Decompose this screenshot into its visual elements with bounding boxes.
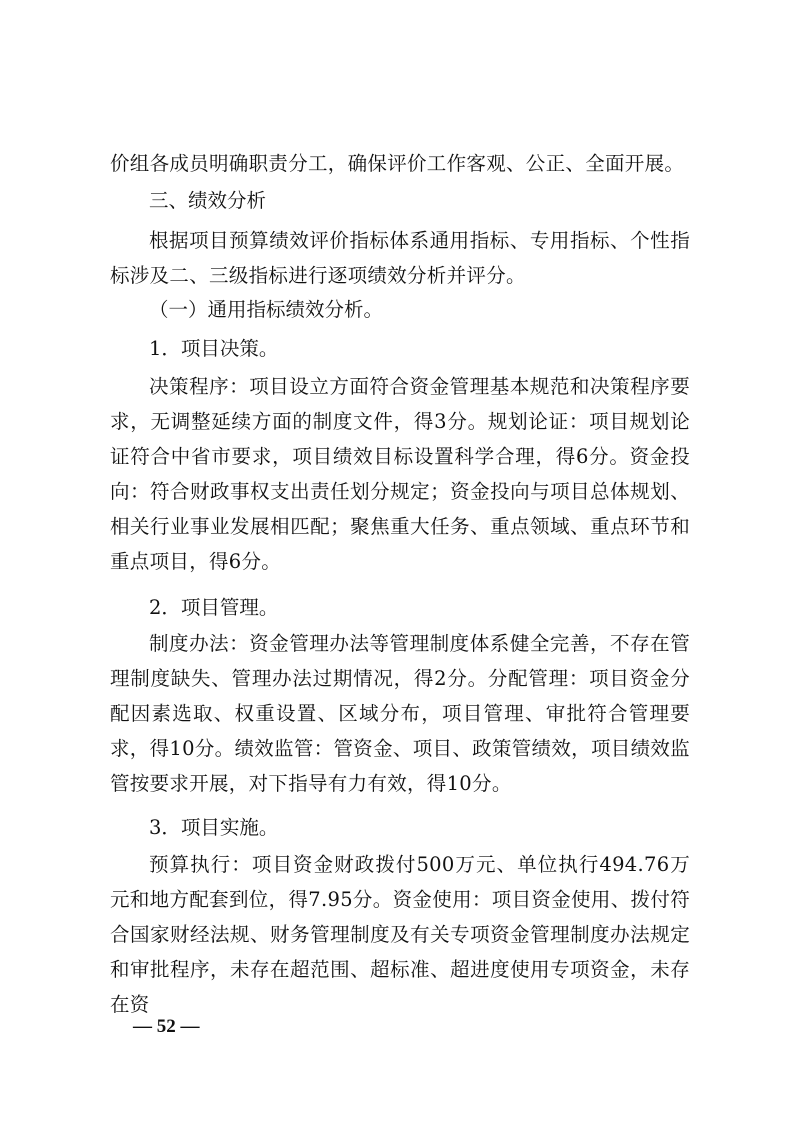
- heading-project-implementation: 3．项目实施。: [149, 816, 279, 839]
- heading-general-indicators: （一）通用指标绩效分析。: [149, 298, 384, 321]
- paragraph-decision: 决策程序：项目设立方面符合资金管理基本规范和决策程序要求，无调整延续方面的制度文件，得3分。规划论证：项目规划论证符合中省市要求，项目绩效目标设置科学合理，得6分。资金投向：符合财政事权支出责任划分规定；资金投向与项目总体规划、相关行业事业发展相匹配；聚焦重大任务、重点领域、重点环节和重点项目，得6分。: [110, 375, 690, 573]
- heading-project-decision: 1．项目决策。: [149, 337, 279, 360]
- page-number: — 52 —: [133, 1016, 200, 1037]
- heading-project-management: 2．项目管理。: [149, 596, 279, 619]
- paragraph-intro: 价组各成员明确职责分工，确保评价工作客观、公正、全面开展。: [110, 152, 685, 175]
- paragraph-management: 制度办法：资金管理办法等管理制度体系健全完善，不存在管理制度缺失、管理办法过期情况，得2分。分配管理：项目资金分配因素选取、权重设置、区域分布，项目管理、审批符合管理要求，得10分。绩效监管：管资金、项目、政策管绩效，项目绩效监管按要求开展，对下指导有力有效，得10分。: [110, 632, 690, 795]
- heading-section-3: 三、绩效分析: [149, 189, 267, 212]
- paragraph-implementation: 预算执行：项目资金财政拨付500万元、单位执行494.76万元和地方配套到位，得7.95分。资金使用：项目资金使用、拨付符合国家财经法规、财务管理制度及有关专项资金管理制度办法规定和审批程序，未存在超范围、超标准、超进度使用专项资金，未存在资: [110, 853, 690, 1016]
- paragraph-analysis: 根据项目预算绩效评价指标体系通用指标、专用指标、个性指标涉及二、三级指标进行逐项绩效分析并评分。: [110, 229, 690, 287]
